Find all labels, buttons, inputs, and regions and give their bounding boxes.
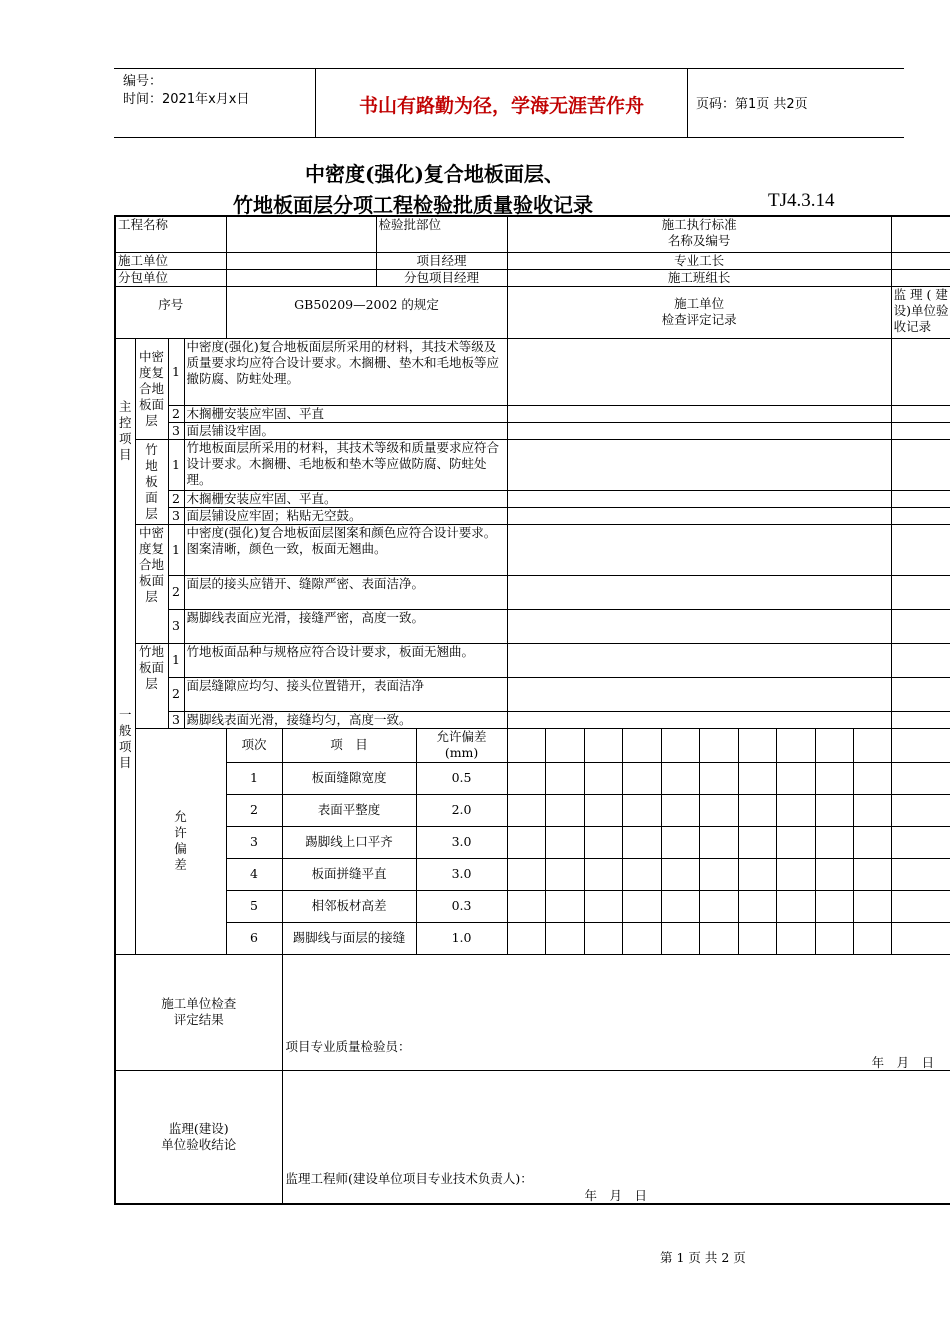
measure-cell[interactable] (545, 858, 584, 890)
accept-record-cell[interactable] (891, 826, 950, 858)
construction-unit-value[interactable] (226, 252, 376, 269)
measure-cell[interactable] (776, 826, 815, 858)
tolerance-char: 偏 (174, 841, 187, 856)
measure-cell[interactable] (738, 858, 776, 890)
tolerance-value: 1.0 (416, 922, 507, 954)
measure-cell[interactable] (853, 826, 891, 858)
check-record-cell[interactable] (507, 439, 891, 490)
tolerance-col-item: 项 目 (282, 728, 416, 762)
check-record-cell[interactable] (507, 609, 891, 643)
accept-record-cell[interactable] (891, 922, 950, 954)
measure-cell[interactable] (661, 794, 699, 826)
measure-cell[interactable] (545, 922, 584, 954)
general-group-b (135, 643, 168, 728)
check-record-cell[interactable] (507, 575, 891, 609)
measure-cell[interactable] (507, 922, 545, 954)
item-no: 1 (168, 524, 184, 575)
inspection-form-table (114, 215, 950, 1205)
measure-cell[interactable] (738, 762, 776, 794)
tolerance-no: 1 (226, 762, 282, 794)
measure-cell[interactable] (507, 826, 545, 858)
supervisor-header-l2: 设)单位验 (893, 302, 949, 318)
group-char: 层 (145, 675, 158, 691)
accept-record-cell[interactable] (891, 677, 950, 711)
accept-record-cell[interactable] (891, 507, 950, 524)
measure-cell[interactable] (545, 728, 584, 762)
check-record-cell[interactable] (507, 338, 891, 405)
measure-cell[interactable] (699, 922, 738, 954)
measure-cell[interactable] (699, 728, 738, 762)
measure-cell[interactable] (584, 794, 622, 826)
spec-text: 竹地板面层所采用的材料，其技术等级和质量要求应符合设计要求。木搁栅、毛地板和垫木等应做防腐、防蛀处理。 (184, 439, 507, 490)
spec-text: 竹地板面品种与规格应符合设计要求，板面无翘曲。 (184, 643, 507, 677)
standard-label (507, 216, 891, 252)
supervisor-engineer-label: 监理工程师(建设单位项目专业技术负责人)： (285, 1170, 533, 1186)
construction-check-header-l2: 检查评定记录 (661, 312, 737, 327)
tolerance-value: 0.5 (416, 762, 507, 794)
tolerance-value: 3.0 (416, 858, 507, 890)
team-leader-value[interactable] (891, 269, 950, 286)
tolerance-row (115, 890, 950, 922)
check-record-cell[interactable] (507, 422, 891, 439)
main-control-char: 控 (118, 415, 132, 431)
accept-record-cell[interactable] (891, 858, 950, 890)
main-control-row-a3 (115, 422, 950, 439)
measure-cell[interactable] (622, 858, 661, 890)
tolerance-no: 6 (226, 922, 282, 954)
measure-cell[interactable] (815, 826, 853, 858)
tolerance-row (115, 922, 950, 954)
measure-cell[interactable] (584, 922, 622, 954)
measure-cell[interactable] (545, 762, 584, 794)
conclusion-date: 年 月 日 (584, 1187, 648, 1203)
item-no: 1 (168, 439, 184, 490)
form-code: TJ4.3.14 (768, 190, 835, 211)
item-no: 3 (168, 422, 184, 439)
supervisor-conclusion-row (115, 1070, 950, 1204)
tolerance-item: 表面平整度 (282, 794, 416, 826)
group-char: 层 (145, 412, 158, 428)
group-char: 中密 (138, 348, 164, 364)
measure-cell[interactable] (699, 762, 738, 794)
check-record-cell[interactable] (507, 507, 891, 524)
tolerance-item: 踢脚线与面层的接缝 (282, 922, 416, 954)
tolerance-char: 许 (174, 825, 187, 840)
spec-text: 面层缝隙应均匀、接头位置错开，表面洁净 (184, 677, 507, 711)
general-row-b1 (115, 643, 950, 677)
measure-cell[interactable] (853, 728, 891, 762)
measure-cell[interactable] (661, 728, 699, 762)
tolerance-no: 3 (226, 826, 282, 858)
group-char: 面 (145, 489, 158, 505)
measure-cell[interactable] (661, 762, 699, 794)
construction-result-area[interactable] (282, 954, 950, 1070)
tolerance-no: 2 (226, 794, 282, 826)
group-char: 层 (145, 505, 158, 521)
tolerance-char: 差 (174, 857, 187, 872)
tolerance-no: 4 (226, 858, 282, 890)
info-row-1 (115, 216, 950, 252)
measure-cell[interactable] (738, 890, 776, 922)
measure-cell[interactable] (661, 826, 699, 858)
spec-text: 中密度(强化)复合地板面层图案和颜色应符合设计要求。图案清晰，颜色一致，板面无翘曲。 (184, 524, 507, 575)
measure-cell[interactable] (776, 728, 815, 762)
measure-cell[interactable] (815, 890, 853, 922)
measure-cell[interactable] (776, 794, 815, 826)
check-record-cell[interactable] (507, 677, 891, 711)
supervisor-conclusion-label-l2: 单位验收结论 (161, 1136, 237, 1152)
general-row-a2 (115, 575, 950, 609)
accept-record-cell[interactable] (891, 643, 950, 677)
accept-record-cell[interactable] (891, 524, 950, 575)
spec-text: 面层铺设应牢固；粘贴无空鼓。 (184, 507, 507, 524)
professional-foreman-value[interactable] (891, 252, 950, 269)
tolerance-row (115, 826, 950, 858)
general-group-a (135, 524, 168, 643)
project-manager-label: 项目经理 (376, 252, 507, 269)
item-no: 2 (168, 490, 184, 507)
supervisor-header (891, 286, 950, 338)
title-line2: 竹地板面层分项工程检验批质量验收记录 (233, 193, 593, 217)
construction-result-label-l2: 评定结果 (173, 1012, 224, 1027)
standard-label-l2: 名称及编号 (667, 233, 731, 248)
measure-cell[interactable] (853, 890, 891, 922)
main-control-label (115, 338, 135, 524)
spec-text: 木搁栅安装应牢固、平直。 (184, 490, 507, 507)
measure-cell[interactable] (738, 826, 776, 858)
measure-cell[interactable] (584, 728, 622, 762)
measure-cell[interactable] (776, 922, 815, 954)
subcontract-unit-value[interactable] (226, 269, 376, 286)
accept-record-cell[interactable] (891, 422, 950, 439)
measure-cell[interactable] (507, 858, 545, 890)
main-control-row-b1 (115, 439, 950, 490)
tolerance-value: 2.0 (416, 794, 507, 826)
result-date: 年 月 日 (871, 1054, 935, 1070)
spec-text: 踢脚线表面应光滑，接缝严密，高度一致。 (184, 609, 507, 643)
item-no: 3 (168, 711, 184, 728)
subcontract-unit-label: 分包单位 (115, 269, 226, 286)
professional-foreman-label: 专业工长 (507, 252, 891, 269)
group-char: 中密 (138, 524, 164, 540)
measure-cell[interactable] (738, 794, 776, 826)
construction-unit-label: 施工单位 (115, 252, 226, 269)
main-control-row-b2 (115, 490, 950, 507)
project-name-label: 工程名称 (115, 216, 226, 252)
accept-record-cell[interactable] (891, 794, 950, 826)
item-no: 3 (168, 609, 184, 643)
general-row-b3 (115, 711, 950, 728)
group-char: 板面 (138, 659, 164, 675)
header-meta (123, 73, 249, 109)
measure-cell[interactable] (622, 794, 661, 826)
measure-cell[interactable] (507, 794, 545, 826)
column-header-row (115, 286, 950, 338)
page-footer: 第 1 页 共 2 页 (660, 1250, 746, 1265)
tolerance-label (135, 728, 226, 954)
measure-cell[interactable] (545, 826, 584, 858)
measure-cell[interactable] (815, 728, 853, 762)
measure-cell[interactable] (699, 890, 738, 922)
tolerance-item: 踢脚线上口平齐 (282, 826, 416, 858)
tolerance-row (115, 794, 950, 826)
measure-cell[interactable] (622, 762, 661, 794)
measure-cell[interactable] (584, 826, 622, 858)
general-row-a3 (115, 609, 950, 643)
main-control-char: 主 (118, 399, 132, 415)
group-char: 地 (145, 457, 158, 473)
accept-record-cell[interactable] (891, 711, 950, 728)
group-char: 竹地 (138, 643, 164, 659)
general-char: 一 (118, 706, 132, 722)
measure-cell[interactable] (815, 794, 853, 826)
measure-cell[interactable] (853, 794, 891, 826)
tolerance-item: 板面拼缝平直 (282, 858, 416, 890)
group-char: 层 (145, 588, 158, 604)
inspection-part-label: 检验批部位 (376, 216, 507, 252)
item-no: 2 (168, 405, 184, 422)
accept-record-cell[interactable] (891, 762, 950, 794)
accept-record-cell[interactable] (891, 490, 950, 507)
general-row-a1 (115, 524, 950, 575)
tolerance-col-no: 项次 (226, 728, 282, 762)
tolerance-header-row (115, 728, 950, 762)
measure-cell[interactable] (699, 858, 738, 890)
measure-cell[interactable] (622, 922, 661, 954)
seq-header: 序号 (115, 286, 226, 338)
project-name-value[interactable] (226, 216, 376, 252)
tolerance-value: 3.0 (416, 826, 507, 858)
measure-cell[interactable] (661, 922, 699, 954)
measure-cell[interactable] (776, 858, 815, 890)
tolerance-row (115, 762, 950, 794)
group-char: 板面 (138, 572, 164, 588)
main-control-char: 目 (118, 447, 132, 463)
main-control-group-a (135, 338, 168, 439)
group-char: 度复 (138, 540, 164, 556)
standard-value[interactable] (891, 216, 950, 252)
general-char: 目 (118, 754, 132, 770)
measure-cell[interactable] (853, 762, 891, 794)
measure-cell[interactable] (699, 794, 738, 826)
group-char: 板面 (138, 396, 164, 412)
construction-result-label-l1: 施工单位检查 (161, 996, 237, 1011)
measure-cell[interactable] (815, 858, 853, 890)
tolerance-row (115, 858, 950, 890)
measure-cell[interactable] (699, 826, 738, 858)
group-char: 合地 (138, 556, 164, 572)
main-control-char: 项 (118, 431, 132, 447)
accept-record-cell[interactable] (891, 890, 950, 922)
main-control-group-b (135, 439, 168, 524)
measure-cell[interactable] (853, 922, 891, 954)
tolerance-no: 5 (226, 890, 282, 922)
spec-text: 面层的接头应错开、缝隙严密、表面洁净。 (184, 575, 507, 609)
measure-cell[interactable] (776, 890, 815, 922)
team-leader-label: 施工班组长 (507, 269, 891, 286)
tolerance-value: 0.3 (416, 890, 507, 922)
quality-inspector-label: 项目专业质量检验员： (285, 1038, 411, 1054)
title-line1: 中密度(强化)复合地板面层、 (305, 162, 564, 186)
measure-cell[interactable] (815, 762, 853, 794)
spec-text: 中密度(强化)复合地板面层所采用的材料，其技术等级及质量要求均应符合设计要求。木搁栅、垫木和毛地板等应撤防腐、防蛀处理。 (184, 338, 507, 405)
accept-record-cell[interactable] (891, 728, 950, 762)
measure-cell[interactable] (738, 922, 776, 954)
accept-record-cell[interactable] (891, 575, 950, 609)
sub-project-manager-label: 分包项目经理 (376, 269, 507, 286)
item-no: 1 (168, 643, 184, 677)
measure-cell[interactable] (853, 858, 891, 890)
general-label (115, 524, 135, 954)
measure-cell[interactable] (584, 762, 622, 794)
supervisor-conclusion-label-l1: 监理(建设) (168, 1120, 229, 1136)
spec-text: 木搁栅安装应牢固、平直 (184, 405, 507, 422)
measure-cell[interactable] (584, 858, 622, 890)
construction-check-header-l1: 施工单位 (674, 296, 725, 311)
general-row-b2 (115, 677, 950, 711)
measure-cell[interactable] (661, 858, 699, 890)
measure-cell[interactable] (507, 728, 545, 762)
supervisor-conclusion-area[interactable] (282, 1070, 950, 1204)
measure-cell[interactable] (815, 922, 853, 954)
supervisor-header-l3: 收记录 (893, 318, 932, 334)
tolerance-item: 相邻板材高差 (282, 890, 416, 922)
general-char: 项 (118, 738, 132, 754)
measure-cell[interactable] (545, 890, 584, 922)
measure-cell[interactable] (507, 762, 545, 794)
measure-cell[interactable] (507, 890, 545, 922)
check-record-cell[interactable] (507, 490, 891, 507)
measure-cell[interactable] (776, 762, 815, 794)
document-header (114, 68, 904, 138)
main-control-row-b3 (115, 507, 950, 524)
info-row-2 (115, 252, 950, 269)
item-no: 2 (168, 575, 184, 609)
check-record-cell[interactable] (507, 524, 891, 575)
item-no: 3 (168, 507, 184, 524)
info-row-3 (115, 269, 950, 286)
accept-record-cell[interactable] (891, 405, 950, 422)
item-no: 2 (168, 677, 184, 711)
header-motto: 书山有路勤为径，学海无涯苦作舟 (358, 95, 644, 117)
tolerance-char: 允 (174, 809, 187, 824)
measure-cell[interactable] (661, 890, 699, 922)
check-record-cell[interactable] (507, 643, 891, 677)
supervisor-header-l1: 监 理 ( 建 (893, 286, 948, 302)
main-control-row-a2 (115, 405, 950, 422)
number-label: 编号： (123, 74, 163, 89)
measure-cell[interactable] (584, 890, 622, 922)
item-no: 1 (168, 338, 184, 405)
measure-cell[interactable] (622, 890, 661, 922)
spec-text: 踢脚线表面光滑，接缝均匀，高度一致。 (184, 711, 507, 728)
supervisor-conclusion-label (115, 1070, 282, 1204)
group-char: 合地 (138, 380, 164, 396)
general-char: 般 (118, 722, 132, 738)
spec-header: GB50209—2002 的规定 (226, 286, 507, 338)
measure-cell[interactable] (738, 728, 776, 762)
accept-record-cell[interactable] (891, 338, 950, 405)
group-char: 竹 (145, 441, 158, 457)
accept-record-cell[interactable] (891, 609, 950, 643)
tolerance-item: 板面缝隙宽度 (282, 762, 416, 794)
tolerance-col-allow-l1: 允许偏差 (436, 729, 487, 744)
tolerance-col-allow-l2: (mm) (444, 745, 479, 760)
measure-cell[interactable] (545, 794, 584, 826)
accept-record-cell[interactable] (891, 439, 950, 490)
tolerance-col-allow (416, 728, 507, 762)
spec-text: 面层铺设牢固。 (184, 422, 507, 439)
construction-result-label (115, 954, 282, 1070)
group-char: 板 (145, 473, 158, 489)
time-label: 时间：2021年x月x日 (123, 92, 250, 107)
check-record-cell[interactable] (507, 711, 891, 728)
construction-check-header (507, 286, 891, 338)
construction-result-row (115, 954, 950, 1070)
header-page-label: 页码：第1页 共2页 (696, 97, 808, 112)
group-char: 度复 (138, 364, 164, 380)
check-record-cell[interactable] (507, 405, 891, 422)
measure-cell[interactable] (622, 728, 661, 762)
main-control-row-a1 (115, 338, 950, 405)
measure-cell[interactable] (622, 826, 661, 858)
standard-label-l1: 施工执行标准 (661, 217, 737, 232)
